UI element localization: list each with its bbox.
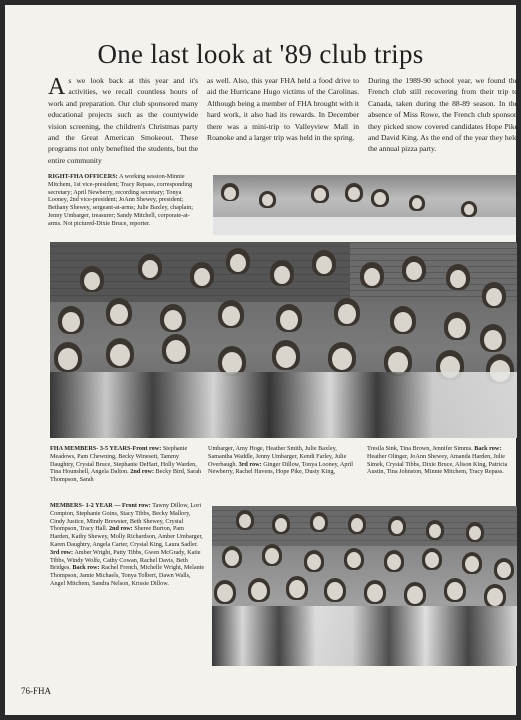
fha-caption-head: FHA MEMBERS- 3-5 YEARS-Front row: [50, 445, 162, 452]
fha-caption-row2-cont: Umbarger, Amy Hoge, Heather Smith, Julie Baxley, Samantha Waddle, Jenny Umbarger, Kendi Farley, Julie Overbaugh. [208, 445, 347, 468]
fha-caption-row2-head: 2nd row: [130, 468, 154, 476]
fha-caption-row3-head: 3rd row: [238, 460, 262, 468]
body-column-3: During the 1989-90 school year, we found the French club still recovering from their trip to Canada, taken during the 88-89 season. In the absence of Miss Rowe, the French club sponsor, they picked snow covered candidates Hope Pike and David King. As the end of the year they held the annual pizza party. [368, 76, 518, 154]
members-1-2-back: Rachel French, Michelle Wright, Melanie Thompson, Jamie Michaels, Tonya Tolbert, Dawn Walls, Angel Mitchem, Sandra Nelson, Krissie Dillow. [50, 564, 205, 587]
members-1-2-caption [50, 502, 205, 588]
fha-caption-col-2 [208, 445, 358, 476]
members-1-2-back-head: Back row: [72, 564, 100, 572]
members-1-2-head: MEMBERS- 1-2 YEAR — Front row: [50, 502, 151, 509]
fha-caption-row3-cont: Tresila Sink, Tina Brown, Jennifer Simms. [367, 445, 473, 452]
officers-caption-text: A working session-Minnie Mitchem, 1st vice-president; Tracy Repass, corresponding secretary; April Newberry, recording secretary; Tonya Looney, 2nd vice-president; JoAnn Shewey, president; Bethany Shewey, sergeant-at-arms; Julie Baxley, chaplain; Jenny Umbarger, treasurer; Sandy Mitchell, corporate-at-arms. Not pictured-Dixie Bruce, reporter. [48, 173, 193, 227]
fha-caption-front: Stephanie Meadows, Pam Chewning, Becky Winesett, Tammy Daughtry, Crystal Bruce, Stephanie DeHart, Holly Warden, Tina Hounshell, Angela Dalton. [50, 445, 197, 476]
page-folio: 76-FHA [21, 686, 52, 696]
drop-cap: A [48, 74, 66, 100]
fha-caption-back-head: Back row: [474, 445, 502, 452]
yearbook-page [5, 5, 516, 715]
body-column-1 [48, 75, 198, 166]
fha-caption-row3: Ginger Dillow, Tonya Looney, April Newberry, Rachel Havens, Hope Pike, Dusty King, [208, 460, 353, 476]
officers-caption [48, 173, 200, 228]
members-1-2-row3-head: 3rd row: [50, 548, 74, 556]
fha-caption-col-1 [50, 445, 202, 484]
members-1-2-photo [212, 506, 517, 666]
members-1-2-front: Tawny Dillow, Lori Compton, Stephanie Goins, Stacy Tibbs, Becky Mallory, Cindy Justice, Mindy Brewster, Beth Shewey, Crystal Thompson, Tracy Hall. [50, 502, 202, 533]
body-column-2: as well. Also, this year FHA held a food drive to aid the Hurricane Hugo victims of the Carolinas. Although being a member of FHA brought with it hard work, it also had its rewards. In December there was a mini-trip to Valleyview Mall in Roanoke and a larger trip was held in the spring. [207, 76, 359, 143]
officers-photo [213, 175, 516, 235]
fha-caption-col-3 [367, 445, 517, 476]
members-1-2-row3: Amber Wright, Patty Tibbs, Gwen McGrady, Katie Tibbs, Windy Wolfe, Cathy Cowan, Rachel Davis, Beth Bridges. [50, 548, 201, 572]
members-1-2-row2-head: 2nd row: [108, 525, 133, 533]
members-1-2-row2: Sheree Burton, Pam Harden, Kathy Shewey, Molly Richardson, Amber Umbarger, Karen Daughtry, Angela Carter, Crystal King, Laura Sadler. [50, 525, 203, 548]
page-title: One last look at '89 club trips [97, 39, 424, 69]
fha-caption-row2: Becky Bird, Sarah Thompson, Sarah [50, 468, 202, 484]
officers-caption-head: RIGHT-FHA OFFICERS: [48, 173, 118, 180]
fha-caption-back: Heather Olinger, JoAnn Shewey, Amanda Harden, Julie Simek, Crystal Tibbs, Dixie Bruce, Alison King, Patricia Austin, Tina Johnston, Minnie Mitchem, Tracy Repass. [367, 452, 508, 476]
body-text-1: s we look back at this year and it's activities, we recall countless hours of work and preparation. Our club sponsored many educational projects such as the countywide vision screening, the children's Christmas party and the Great American Smokeout. These programs not only benefited the students, but the entire community [48, 76, 198, 165]
fha-members-3-5-photo [50, 242, 517, 438]
